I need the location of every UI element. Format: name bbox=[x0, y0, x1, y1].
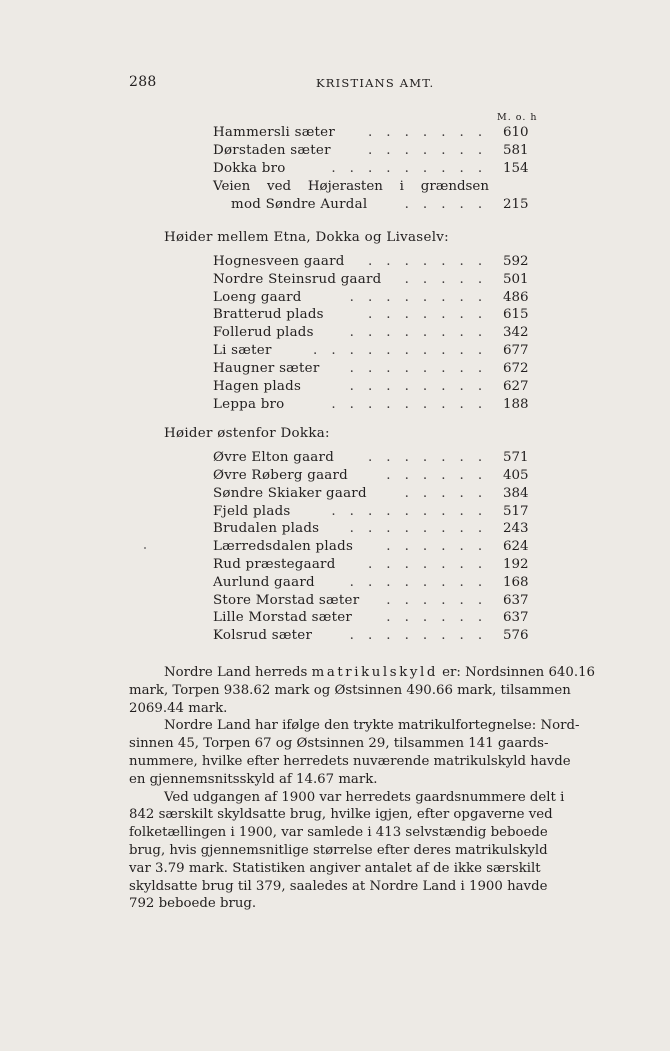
section-heading-etna: Høider mellem Etna, Dokka og Livaselv: bbox=[164, 230, 449, 245]
paragraph-line: sinnen 45, Torpen 67 og Østsinnen 29, tilsammen 141 gaards- bbox=[129, 736, 549, 751]
column-unit-label: M. o. h bbox=[497, 112, 538, 123]
paragraph-line: mark, Torpen 938.62 mark og Østsinnen 490.66 mark, tilsammen bbox=[129, 683, 571, 698]
list-item bbox=[213, 503, 533, 521]
leader-dots: . . . . . bbox=[404, 486, 487, 501]
place-name: Hammersli sæter bbox=[213, 125, 335, 140]
place-name: Aurlund gaard bbox=[213, 575, 315, 590]
place-name: Bratterud plads bbox=[213, 307, 324, 322]
paragraph-line: nummere, hvilke efter herredets nuværende matrikulskyld havde bbox=[129, 754, 571, 769]
place-name: Follerud plads bbox=[213, 325, 314, 340]
leader-dots: . . . . . bbox=[404, 197, 487, 212]
paragraph-line: skyldsatte brug til 379, saaledes at Nordre Land i 1900 havde bbox=[129, 879, 548, 894]
leader-dots: . . . . . . . bbox=[367, 557, 487, 572]
place-name: Store Morstad sæter bbox=[213, 593, 360, 608]
list-item bbox=[213, 592, 533, 610]
elevation-value: 627 bbox=[503, 379, 529, 394]
elevation-value: 677 bbox=[503, 343, 529, 358]
list-item bbox=[213, 124, 533, 142]
list-item bbox=[213, 142, 533, 160]
elevation-value: 576 bbox=[503, 628, 529, 643]
elevation-value: 615 bbox=[503, 307, 529, 322]
paragraph-line: 2069.44 mark. bbox=[129, 701, 228, 716]
list-item bbox=[213, 160, 533, 178]
word: ved bbox=[267, 179, 292, 194]
leader-dots: . . . . . . . . . bbox=[331, 161, 487, 176]
emphasized-term: matrikulskyld bbox=[311, 665, 438, 680]
elevation-value: 501 bbox=[503, 272, 529, 287]
elevation-value: 672 bbox=[503, 361, 529, 376]
paragraph-line: Nordre Land har ifølge den trykte matrikulfortegnelse: Nord- bbox=[164, 718, 580, 733]
place-name: mod Søndre Aurdal bbox=[231, 197, 368, 212]
section-heading-dokka: Høider østenfor Dokka: bbox=[164, 426, 330, 441]
word: Højerasten bbox=[307, 179, 383, 194]
leader-dots: . . . . . . . bbox=[367, 307, 487, 322]
place-name: Dokka bro bbox=[213, 161, 286, 176]
leader-dots: . . . . . . . bbox=[367, 450, 487, 465]
paragraph-line: 842 særskilt skyldsatte brug, hvilke igjen, efter opgaverne ved bbox=[129, 807, 553, 822]
elevation-value: 154 bbox=[503, 161, 529, 176]
elevation-value: 571 bbox=[503, 450, 529, 465]
leader-dots: . . . . . . . bbox=[367, 254, 487, 269]
list-item bbox=[213, 396, 533, 414]
place-name: Haugner sæter bbox=[213, 361, 320, 376]
place-name: Dørstaden sæter bbox=[213, 143, 331, 158]
list-item bbox=[213, 556, 533, 574]
elevation-value: 592 bbox=[503, 254, 529, 269]
list-item bbox=[213, 574, 533, 592]
elevation-value: 342 bbox=[503, 325, 529, 340]
place-name: Leppa bro bbox=[213, 397, 285, 412]
text-run: Nordre Land herreds bbox=[164, 665, 308, 680]
elevation-value: 624 bbox=[503, 539, 529, 554]
list-item bbox=[213, 271, 533, 289]
paragraph-line: Ved udgangen af 1900 var herredets gaardsnummere delt i bbox=[164, 790, 565, 805]
place-name: Hagen plads bbox=[213, 379, 302, 394]
paragraph-line bbox=[164, 664, 596, 682]
list-item bbox=[213, 378, 533, 396]
leader-dots: . . . . . bbox=[404, 272, 487, 287]
list-item bbox=[213, 324, 533, 342]
leader-dots: . . . . . . . . bbox=[349, 325, 487, 340]
place-name: Lille Morstad sæter bbox=[213, 610, 353, 625]
leader-dots: . . . . . . . . bbox=[349, 290, 487, 305]
elevation-value: 517 bbox=[503, 504, 529, 519]
list-item bbox=[213, 342, 533, 360]
word: grændsen bbox=[420, 179, 489, 194]
list-item bbox=[213, 627, 533, 645]
word: Veien bbox=[213, 179, 251, 194]
list-item bbox=[213, 467, 533, 485]
leader-dots: . . . . . . . . bbox=[349, 379, 487, 394]
list-item bbox=[213, 449, 533, 467]
place-name: Øvre Elton gaard bbox=[213, 450, 335, 465]
list-item-multiline-first bbox=[213, 178, 489, 196]
elevation-value: 384 bbox=[503, 486, 529, 501]
elevation-value: 192 bbox=[503, 557, 529, 572]
elevation-value: 188 bbox=[503, 397, 529, 412]
leader-dots: . . . . . . bbox=[386, 593, 487, 608]
leader-dots: . . . . . . . bbox=[367, 143, 487, 158]
place-name: Fjeld plads bbox=[213, 504, 291, 519]
paragraph-line: folketællingen i 1900, var samlede i 413 selvstændig beboede bbox=[129, 825, 548, 840]
running-title: KRISTIANS AMT. bbox=[316, 76, 435, 90]
word: i bbox=[399, 179, 404, 194]
list-item bbox=[213, 360, 533, 378]
leader-dots: . . . . . . . bbox=[367, 125, 487, 140]
place-name: Loeng gaard bbox=[213, 290, 302, 305]
leader-dots: . . . . . . . . . bbox=[331, 397, 487, 412]
leader-dots: . . . . . . . . bbox=[349, 628, 487, 643]
list-item bbox=[213, 289, 533, 307]
place-name: Lærredsdalen plads bbox=[213, 539, 354, 554]
leader-dots: . . . . . . . . . . bbox=[313, 343, 487, 358]
place-name: Søndre Skiaker gaard bbox=[213, 486, 367, 501]
place-name: Nordre Steinsrud gaard bbox=[213, 272, 382, 287]
elevation-value: 486 bbox=[503, 290, 529, 305]
paragraph-line: brug, hvis gjennemsnitlige størrelse efter deres matrikulskyld bbox=[129, 843, 548, 858]
paragraph-line: 792 beboede brug. bbox=[129, 896, 257, 911]
page-number: 288 bbox=[129, 74, 157, 90]
place-name: Rud præstegaard bbox=[213, 557, 336, 572]
place-name: Brudalen plads bbox=[213, 521, 320, 536]
elevation-value: 610 bbox=[503, 125, 529, 140]
leader-dots: . . . . . . . . . bbox=[331, 504, 487, 519]
leader-dots: . . . . . . . . bbox=[349, 575, 487, 590]
elevation-value: 215 bbox=[503, 197, 529, 212]
list-item bbox=[213, 520, 533, 538]
elevation-value: 243 bbox=[503, 521, 529, 536]
list-item bbox=[213, 196, 533, 214]
leader-dots: . . . . . . . . bbox=[349, 361, 487, 376]
list-item bbox=[213, 538, 533, 556]
elevation-value: 581 bbox=[503, 143, 529, 158]
place-name: Li sæter bbox=[213, 343, 272, 358]
elevation-value: 405 bbox=[503, 468, 529, 483]
place-name: Hognesveen gaard bbox=[213, 254, 345, 269]
list-item bbox=[213, 609, 533, 627]
leader-dots: . . . . . . bbox=[386, 468, 487, 483]
leader-dots: . . . . . . bbox=[386, 610, 487, 625]
place-name: Øvre Røberg gaard bbox=[213, 468, 349, 483]
list-item bbox=[213, 253, 533, 271]
paragraph-line: var 3.79 mark. Statistiken angiver antalet af de ikke særskilt bbox=[129, 861, 541, 876]
leader-dots: . . . . . . bbox=[386, 539, 487, 554]
text-run: er: Nordsinnen 640.16 bbox=[442, 665, 596, 680]
elevation-value: 168 bbox=[503, 575, 529, 590]
leader-dots: . . . . . . . . bbox=[349, 521, 487, 536]
place-name: Kolsrud sæter bbox=[213, 628, 313, 643]
paragraph-line: en gjennemsnitsskyld af 14.67 mark. bbox=[129, 772, 378, 787]
paper-speck bbox=[144, 547, 146, 549]
list-item bbox=[213, 306, 533, 324]
elevation-value: 637 bbox=[503, 593, 529, 608]
list-item bbox=[213, 485, 533, 503]
elevation-value: 637 bbox=[503, 610, 529, 625]
